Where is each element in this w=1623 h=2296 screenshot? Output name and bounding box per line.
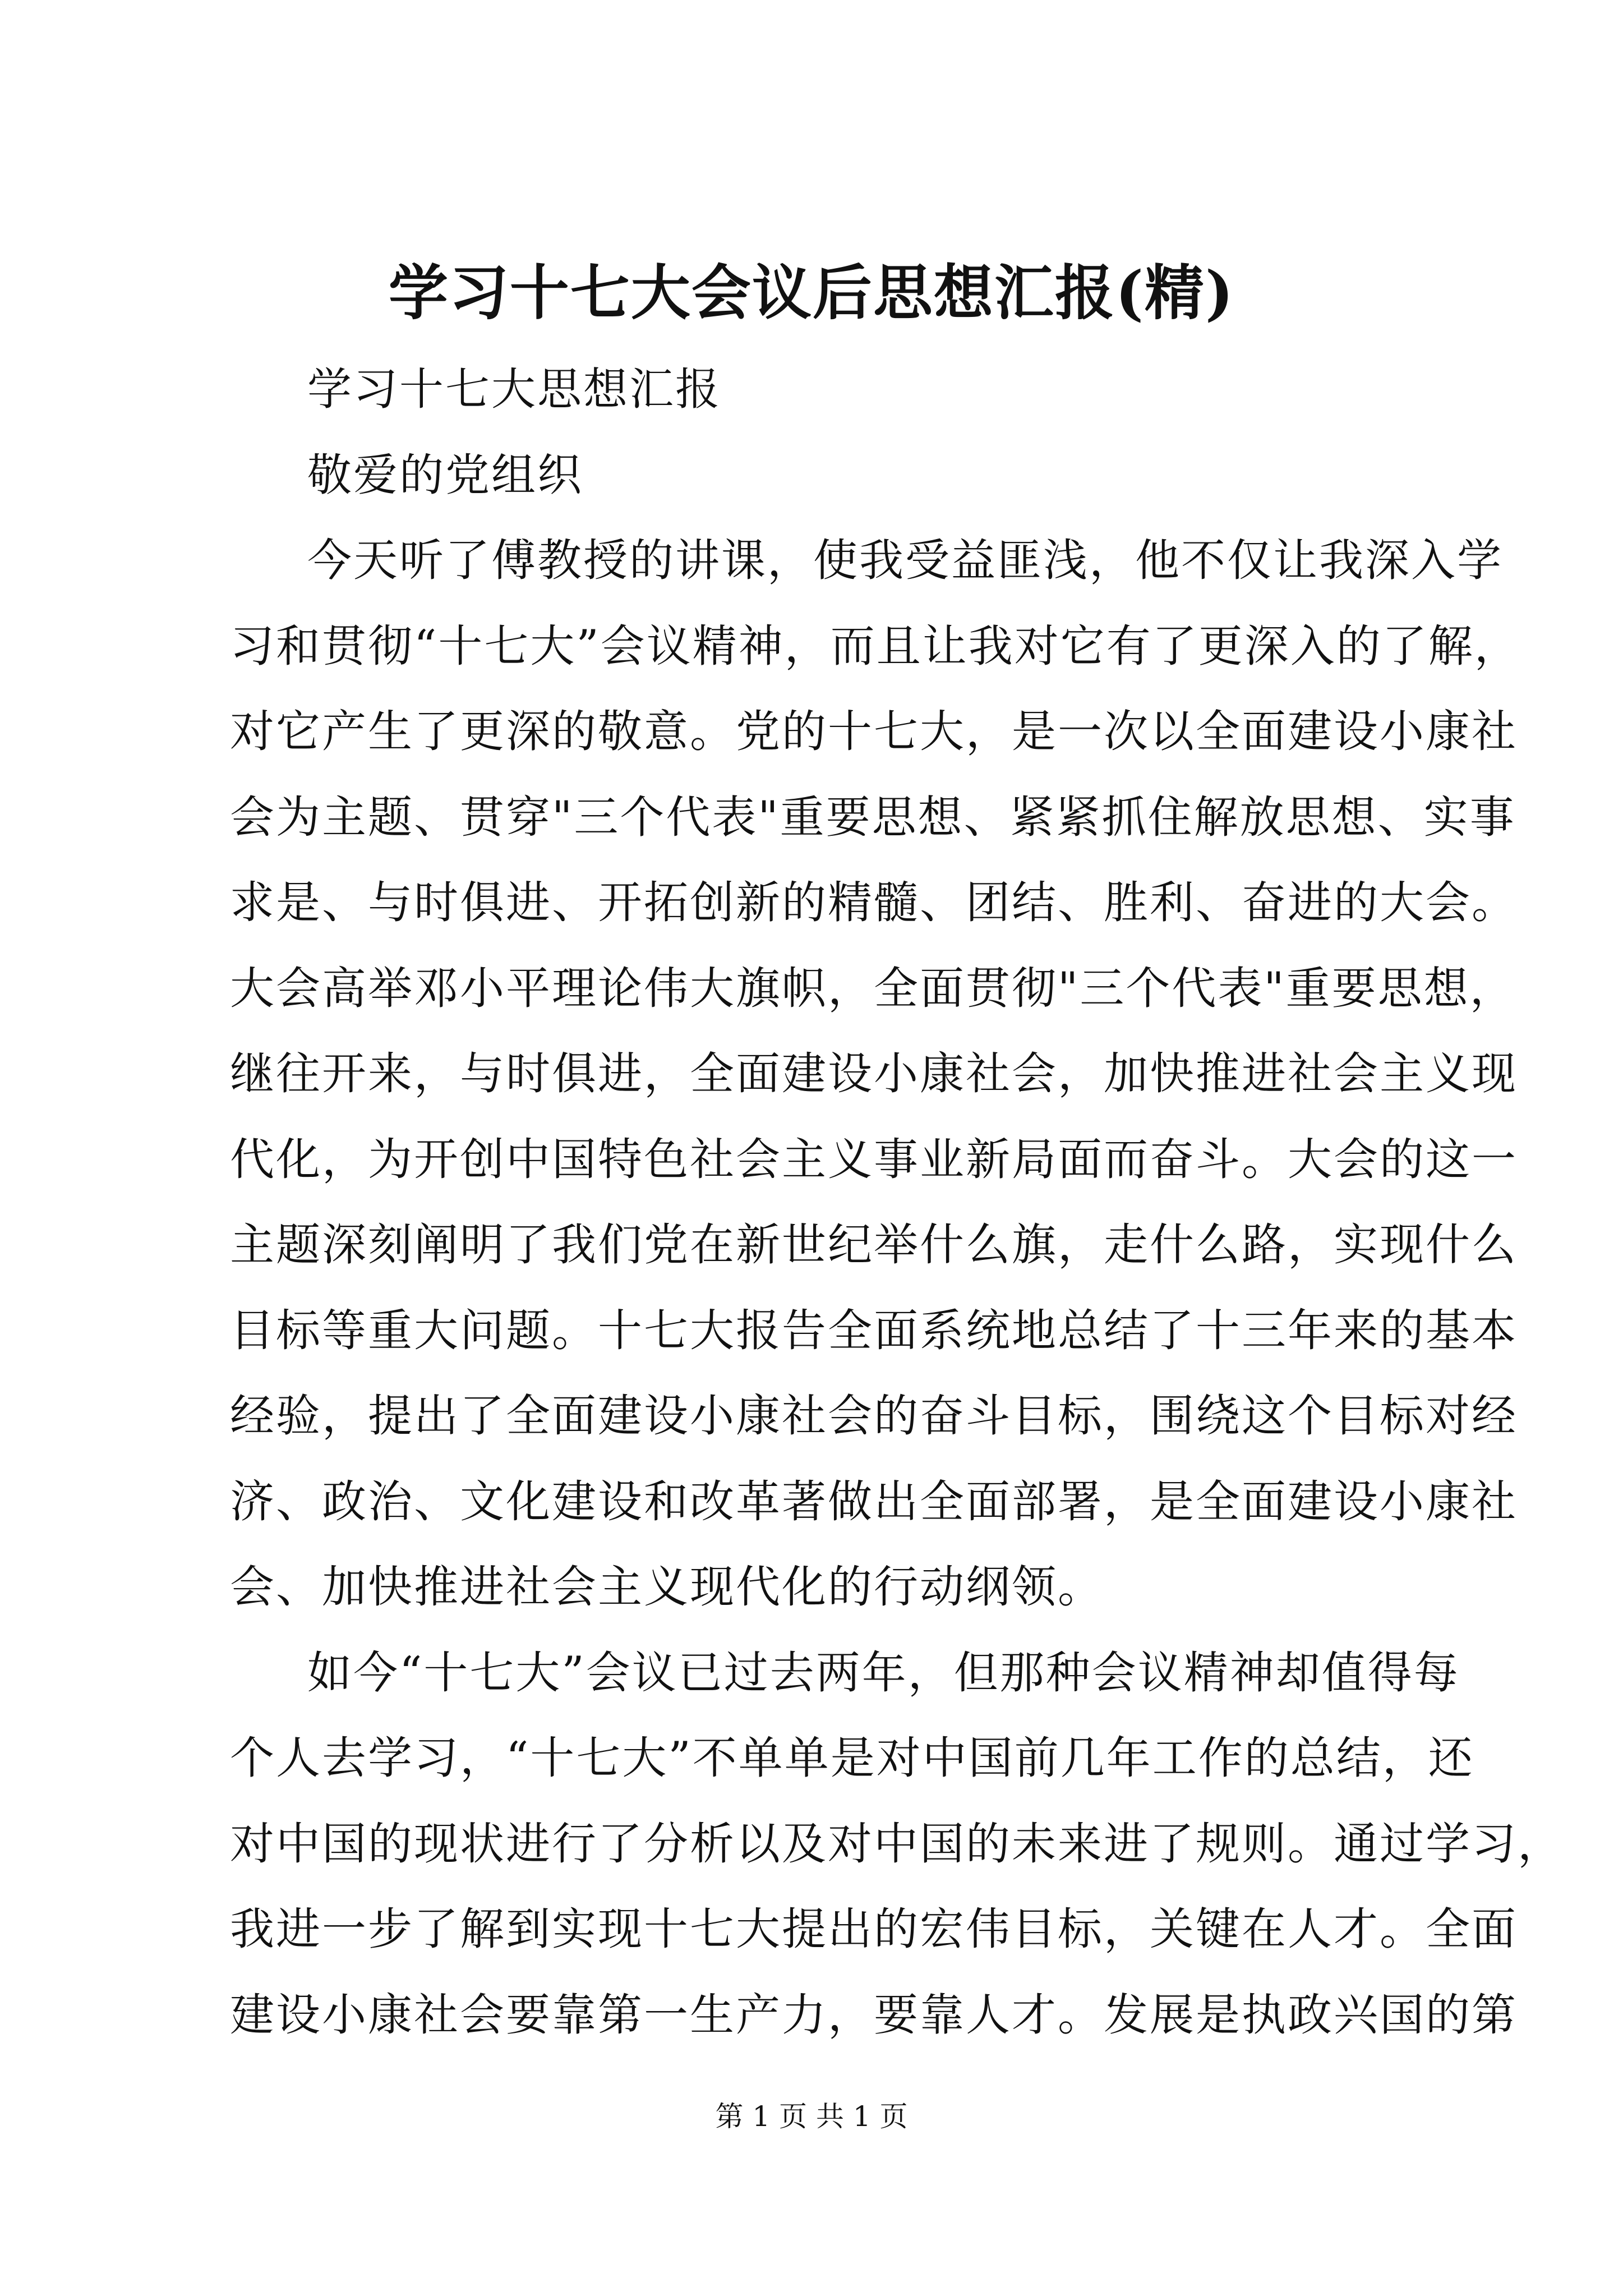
paragraph-line: 习和贯彻“十七大”会议精神，而且让我对它有了更深入的了解， (230, 620, 1520, 672)
paragraph-line: 个人去学习，“十七大”不单单是对中国前几年工作的总结，还 (230, 1732, 1474, 1784)
paragraph-line: 经验，提出了全面建设小康社会的奋斗目标，围绕这个目标对经 (230, 1390, 1518, 1442)
paragraph-line: 主题深刻阐明了我们党在新世纪举什么旗，走什么路，实现什么 (230, 1219, 1518, 1271)
salutation-line: 敬爱的党组织 (307, 449, 583, 501)
document-title: 学习十七大会议后思想汇报(精) (388, 257, 1235, 328)
paragraph-line: 对它产生了更深的敬意。党的十七大，是一次以全面建设小康社 (230, 706, 1518, 757)
subtitle-line: 学习十七大思想汇报 (307, 364, 721, 415)
paragraph-line: 济、政治、文化建设和改革著做出全面部署，是全面建设小康社 (230, 1475, 1518, 1527)
paragraph-line: 目标等重大问题。十七大报告全面系统地总结了十三年来的基本 (230, 1304, 1518, 1356)
paragraph-line: 我进一步了解到实现十七大提出的宏伟目标，关键在人才。全面 (230, 1903, 1518, 1955)
paragraph-line: 建设小康社会要靠第一生产力，要靠人才。发展是执政兴国的第 (230, 1989, 1518, 2041)
page-footer: 第 1 页 共 1 页 (715, 2100, 908, 2133)
document-body (230, 347, 1564, 2058)
paragraph-line: 代化，为开创中国特色社会主义事业新局面而奋斗。大会的这一 (230, 1133, 1518, 1185)
paragraph-line: 对中国的现状进行了分析以及对中国的未来进了规则。通过学习， (230, 1818, 1564, 1870)
paragraph-line: 会为主题、贯穿"三个代表"重要思想、紧紧抓住解放思想、实事 (230, 791, 1516, 843)
paragraph-line: 如今“十七大”会议已过去两年，但那种会议精神却值得每 (307, 1646, 1460, 1699)
paragraph-line: 大会高举邓小平理论伟大旗帜，全面贯彻"三个代表"重要思想， (230, 962, 1516, 1014)
paragraph-line: 会、加快推进社会主义现代化的行动纲领。 (230, 1561, 1104, 1613)
paragraph-line: 今天听了傅教授的讲课，使我受益匪浅，他不仅让我深入学 (307, 535, 1503, 586)
paragraph-line: 求是、与时俱进、开拓创新的精髓、团结、胜利、奋进的大会。 (230, 877, 1518, 928)
paragraph-line: 继往开来，与时俱进，全面建设小康社会，加快推进社会主义现 (230, 1048, 1518, 1099)
